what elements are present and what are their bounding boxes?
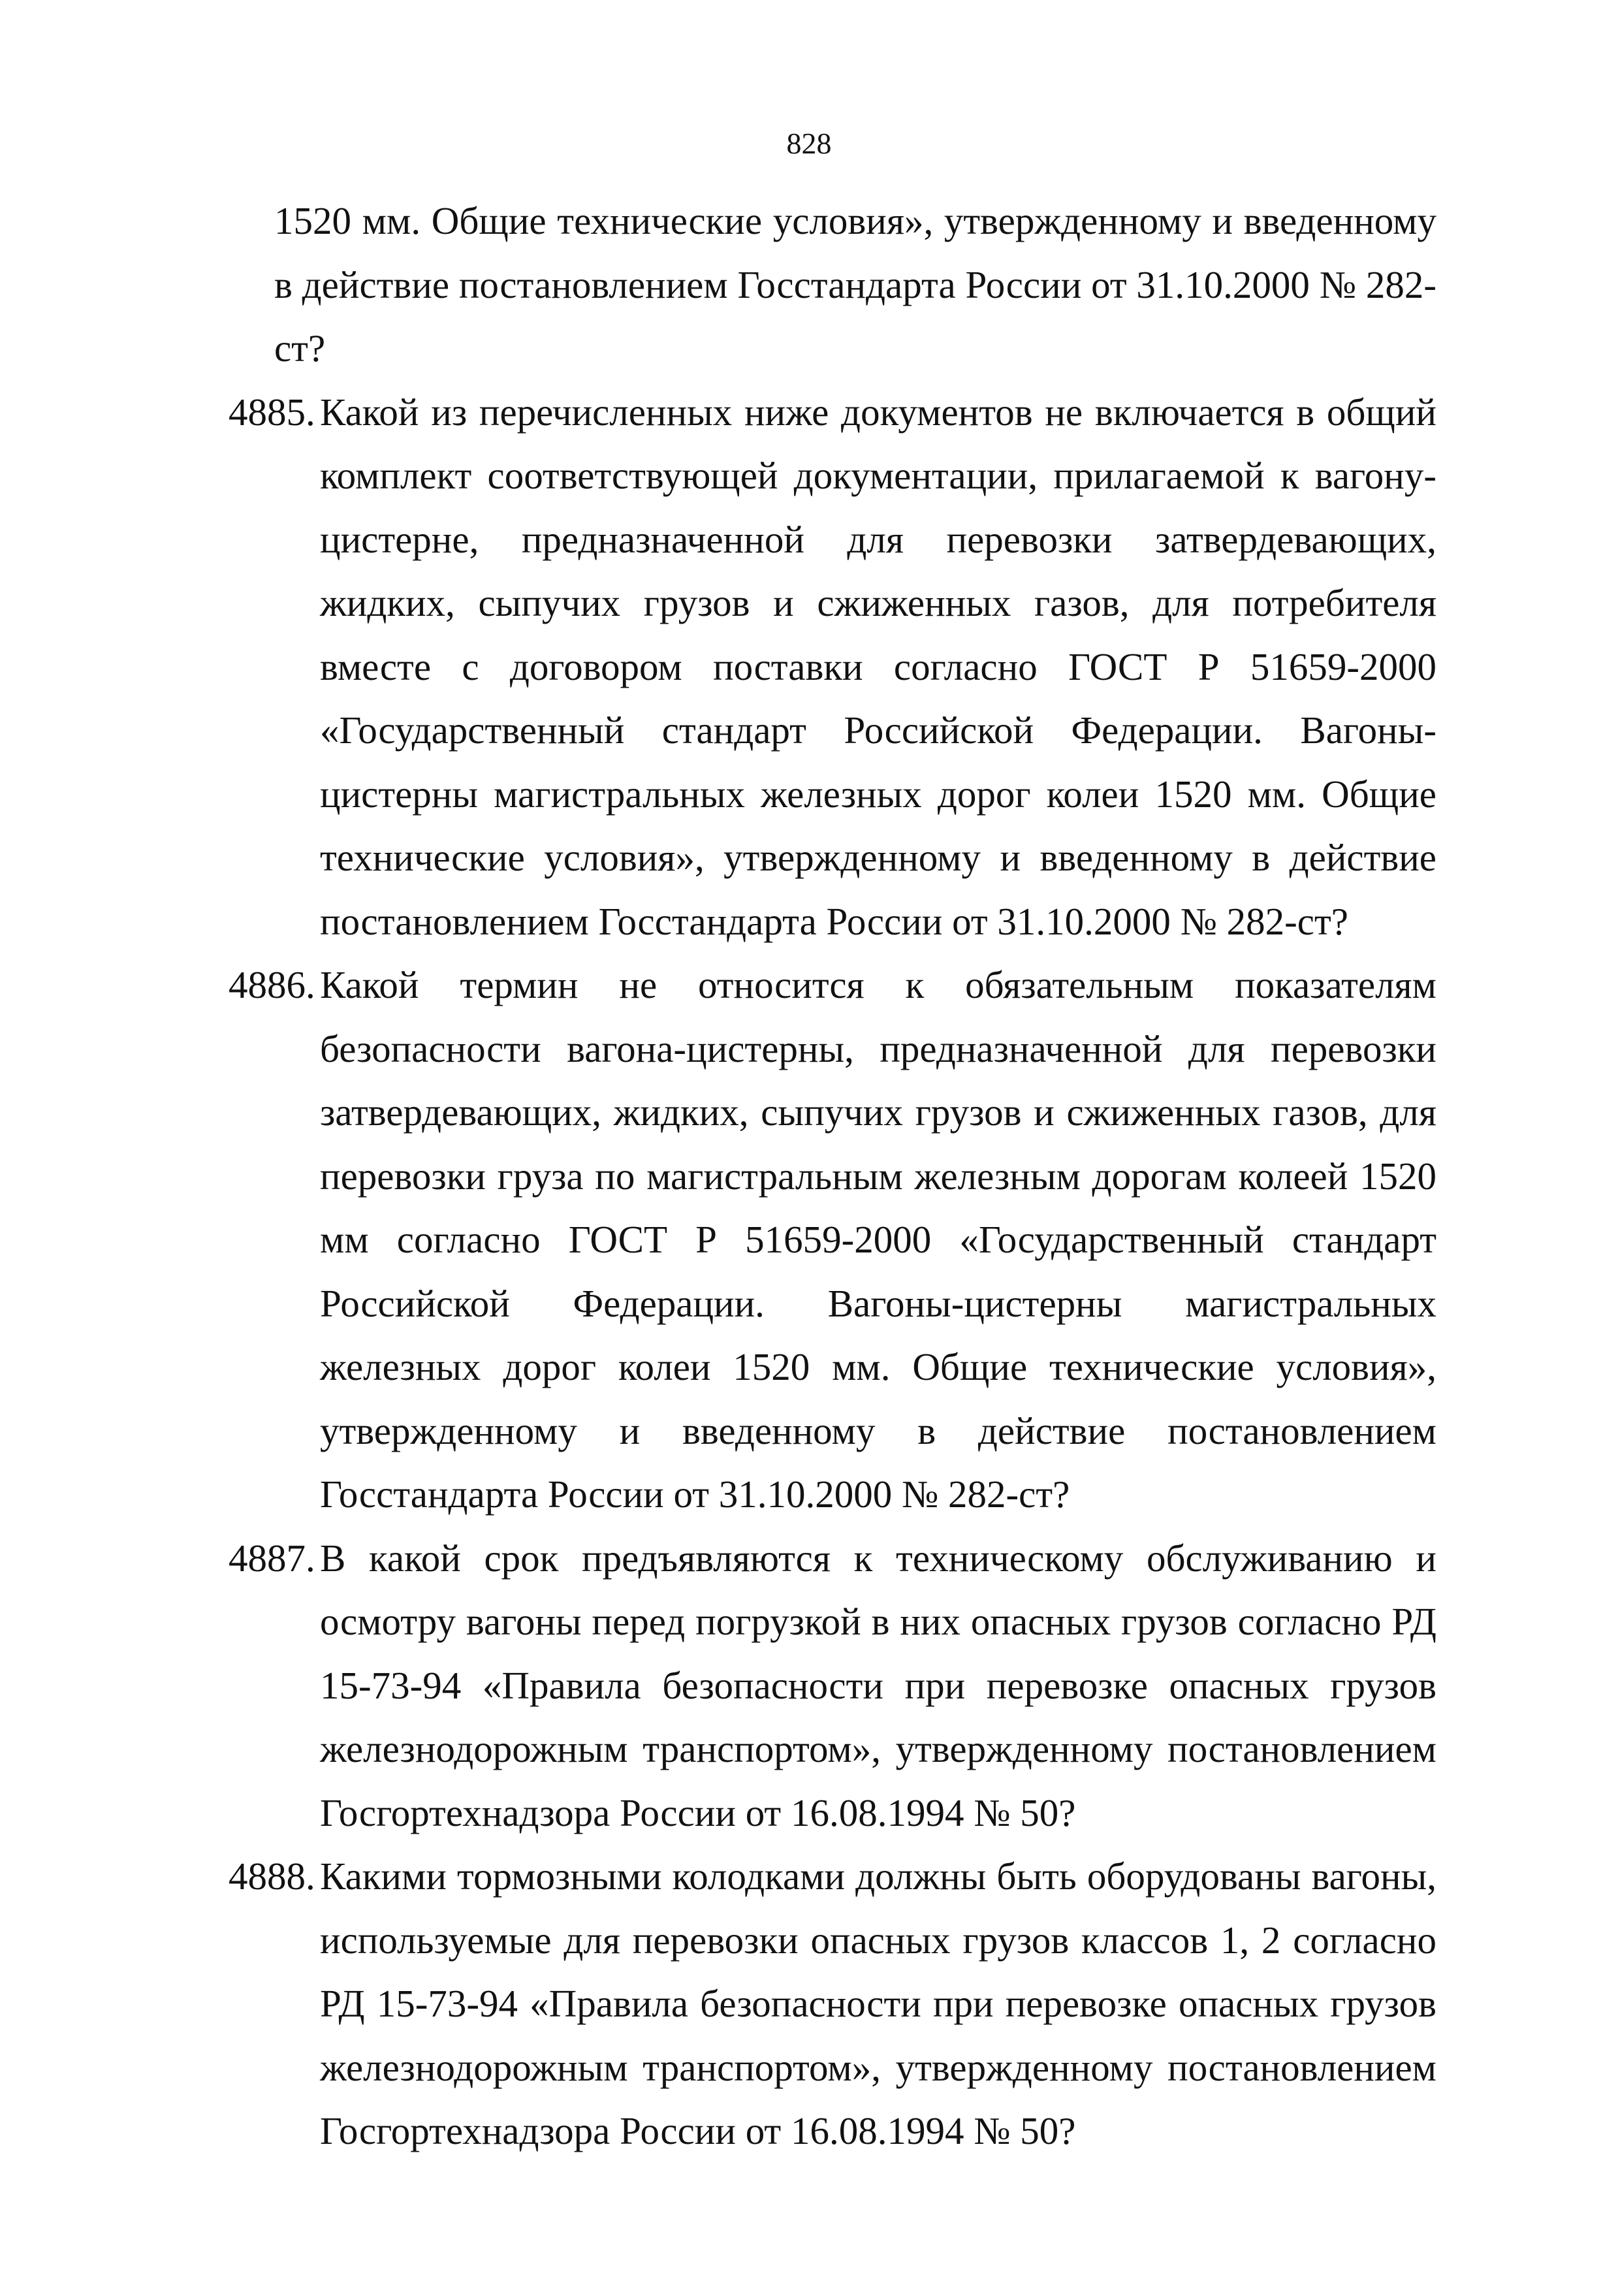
question-item [229, 1845, 1436, 2163]
question-item [229, 381, 1436, 954]
page-number: 828 [786, 127, 832, 160]
question-number: 4888. [229, 1855, 315, 1898]
question-item [229, 1527, 1436, 1845]
question-number: 4885. [229, 390, 315, 434]
question-text: В какой срок предъявляются к техническому обслуживанию и осмотру вагоны перед погрузкой в них опасных грузов согласно РД 15-73-94 «Правила безопасности при перевозке опасных грузов железнодорожным транспортом», утвержденному постановлением Госгортехнадзора России от 16.08.1994 № 50? [320, 1536, 1436, 1834]
question-number: 4887. [229, 1536, 315, 1580]
continuation-paragraph: 1520 мм. Общие технические условия», утвержденному и введенному в действие постановлением Госстандарта России от 31.10.2000 № 282-ст? [274, 199, 1436, 370]
question-item [229, 953, 1436, 1527]
question-text: Какими тормозными колодками должны быть оборудованы вагоны, используемые для перевозки опасных грузов классов 1, 2 согласно РД 15-73-94 «Правила безопасности при перевозке опасных грузов железнодорожным транспортом», утвержденному постановлением Госгортехнадзора России от 16.08.1994 № 50? [320, 1855, 1436, 2152]
question-text: Какой из перечисленных ниже документов не включается в общий комплект соответствующей документации, прилагаемой к вагону-цистерне, предназначенной для перевозки затвердевающих, жидких, сыпучих грузов и сжиженных газов, для потребителя вместе с договором поставки согласно ГОСТ Р 51659-2000 «Государственный стандарт Российской Федерации. Вагоны-цистерны магистральных железных дорог колеи 1520 мм. Общие технические условия», утвержденному и введенному в действие постановлением Госстандарта России от 31.10.2000 № 282-ст? [320, 390, 1436, 943]
question-text: Какой термин не относится к обязательным показателям безопасности вагона-цистерны, предназначенной для перевозки затвердевающих, жидких, сыпучих грузов и сжиженных газов, для перевозки груза по магистральным железным дорогам колеей 1520 мм согласно ГОСТ Р 51659-2000 «Государственный стандарт Российской Федерации. Вагоны-цистерны магистральных железных дорог колеи 1520 мм. Общие технические условия», утвержденному и введенному в действие постановлением Госстандарта России от 31.10.2000 № 282-ст? [320, 963, 1436, 1516]
question-number: 4886. [229, 963, 315, 1006]
page-content [229, 189, 1436, 2163]
